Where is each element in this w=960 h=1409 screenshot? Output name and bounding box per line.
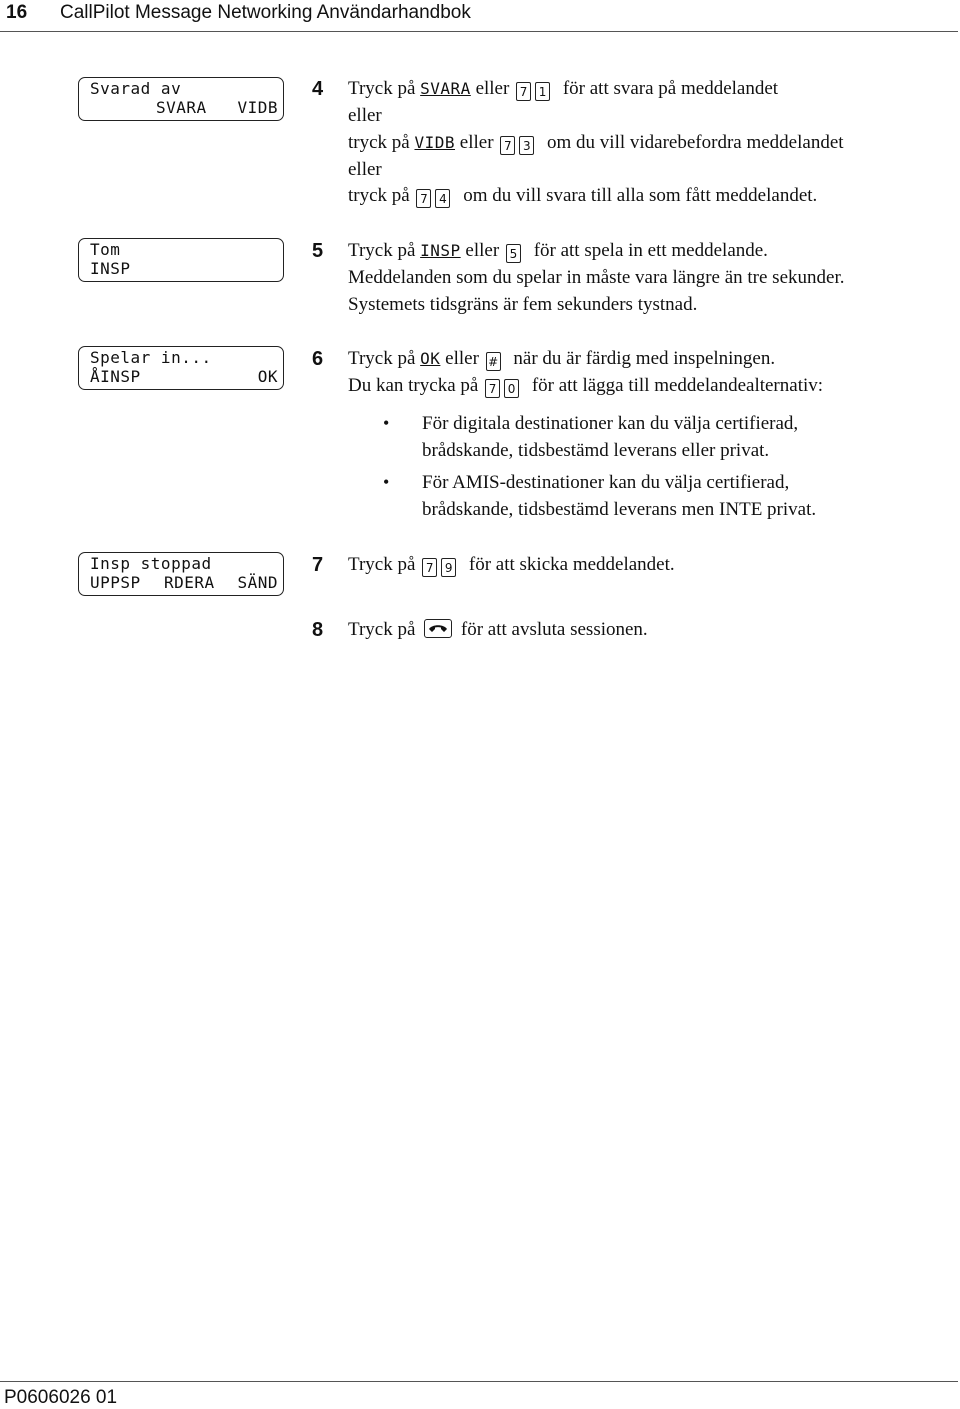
key-7: 7 [485,379,500,398]
display-softkey-row [90,574,280,592]
step-4-line-1 [348,76,778,102]
softkey-sand[interactable]: SÄND [237,573,278,592]
phone-display-svarad [78,77,284,121]
step-number: 6 [312,348,324,370]
text: tryck på [348,185,410,206]
bullet-2-line-2: brådskande, tidsbestämd leverans men INTE privat. [422,499,817,520]
text: om du vill svara till alla som fått meddelandet. [463,185,818,206]
softkey-ainsp[interactable]: ÅINSP [90,367,141,386]
text: eller [465,240,500,261]
display-line: Insp stoppad [90,554,212,573]
key-7: 7 [416,189,431,208]
text: för att lägga till meddelandealternativ: [531,375,824,396]
text: när du är färdig med inspelningen. [513,348,776,369]
hangup-key-icon [424,619,452,638]
bullet-1-line-1: För digitala destinationer kan du välja certifierad, [422,413,799,434]
footer-rule [0,1381,958,1382]
text: Tryck på [348,78,416,99]
key-4: 4 [435,189,450,208]
step-5-line-3: Systemets tidsgräns är fem sekunders tystnad. [348,294,698,315]
key-hash: # [486,352,501,371]
key-7: 7 [500,136,515,155]
step-7-line-1 [348,552,675,578]
softkey-uppsp[interactable]: UPPSP [90,573,141,592]
bullet-icon: • [383,413,390,433]
display-softkey-row [90,368,280,386]
text: om du vill vidarebefordra meddelandet [547,132,844,153]
text: Tryck på [348,619,416,640]
key-5: 5 [506,244,521,263]
phone-display-tom [78,238,284,282]
display-line: Svarad av [90,79,182,98]
text: tryck på [348,132,410,153]
page-number: 16 [6,2,28,23]
softkey-ref-svara: SVARA [420,79,471,98]
text: Tryck på [348,240,416,261]
softkey-vidb[interactable]: VIDB [237,98,278,117]
display-softkey-row [90,260,280,278]
step-number: 4 [312,78,324,100]
header-rule [0,31,958,32]
page-header [0,0,960,30]
step-number: 7 [312,554,324,576]
display-line: Spelar in... [90,348,212,367]
step-4-or-1: eller [348,105,382,126]
phone-display-spelar-in [78,346,284,390]
key-7: 7 [516,82,531,101]
bullet-icon: • [383,472,390,492]
step-4-line-3 [348,183,817,209]
text: för att avsluta sessionen. [460,619,648,640]
step-number: 8 [312,619,324,641]
key-3: 3 [519,136,534,155]
bullet-2-line-1: För AMIS-destinationer kan du välja certifierad, [422,472,790,493]
text: eller [459,132,494,153]
document-code: P0606026 01 [4,1387,118,1408]
step-5-line-2: Meddelanden som du spelar in måste vara längre än tre sekunder. [348,267,845,288]
text: Tryck på [348,554,416,575]
step-4-or-2: eller [348,159,382,180]
text: för att svara på meddelandet [562,78,779,99]
text: för att skicka meddelandet. [468,554,675,575]
step-4-line-2 [348,130,844,156]
key-1: 1 [535,82,550,101]
key-7: 7 [422,558,437,577]
key-9: 9 [441,558,456,577]
display-line: Tom [90,240,121,259]
step-8-line-1 [348,617,648,643]
softkey-rdera[interactable]: RDERA [164,573,215,592]
text: eller [445,348,479,369]
step-5-line-1 [348,238,768,264]
text: för att spela in ett meddelande. [533,240,768,261]
softkey-insp[interactable]: INSP [90,259,131,278]
phone-display-insp-stoppad [78,552,284,596]
text: Tryck på [348,348,416,369]
softkey-svara[interactable]: SVARA [156,98,207,117]
softkey-ref-vidb: VIDB [414,133,456,152]
step-number: 5 [312,240,324,262]
text: Du kan trycka på [348,375,479,396]
step-6-line-1 [348,346,775,372]
softkey-ok[interactable]: OK [257,367,278,386]
softkey-ref-ok: OK [420,349,441,368]
step-6-line-2 [348,373,823,399]
display-softkey-row [90,99,280,117]
text: eller [475,78,510,99]
softkey-ref-insp: INSP [420,241,461,260]
bullet-1-line-2: brådskande, tidsbestämd leverans eller privat. [422,440,770,461]
key-0: 0 [504,379,519,398]
document-title: CallPilot Message Networking Användarhandbok [60,2,471,23]
